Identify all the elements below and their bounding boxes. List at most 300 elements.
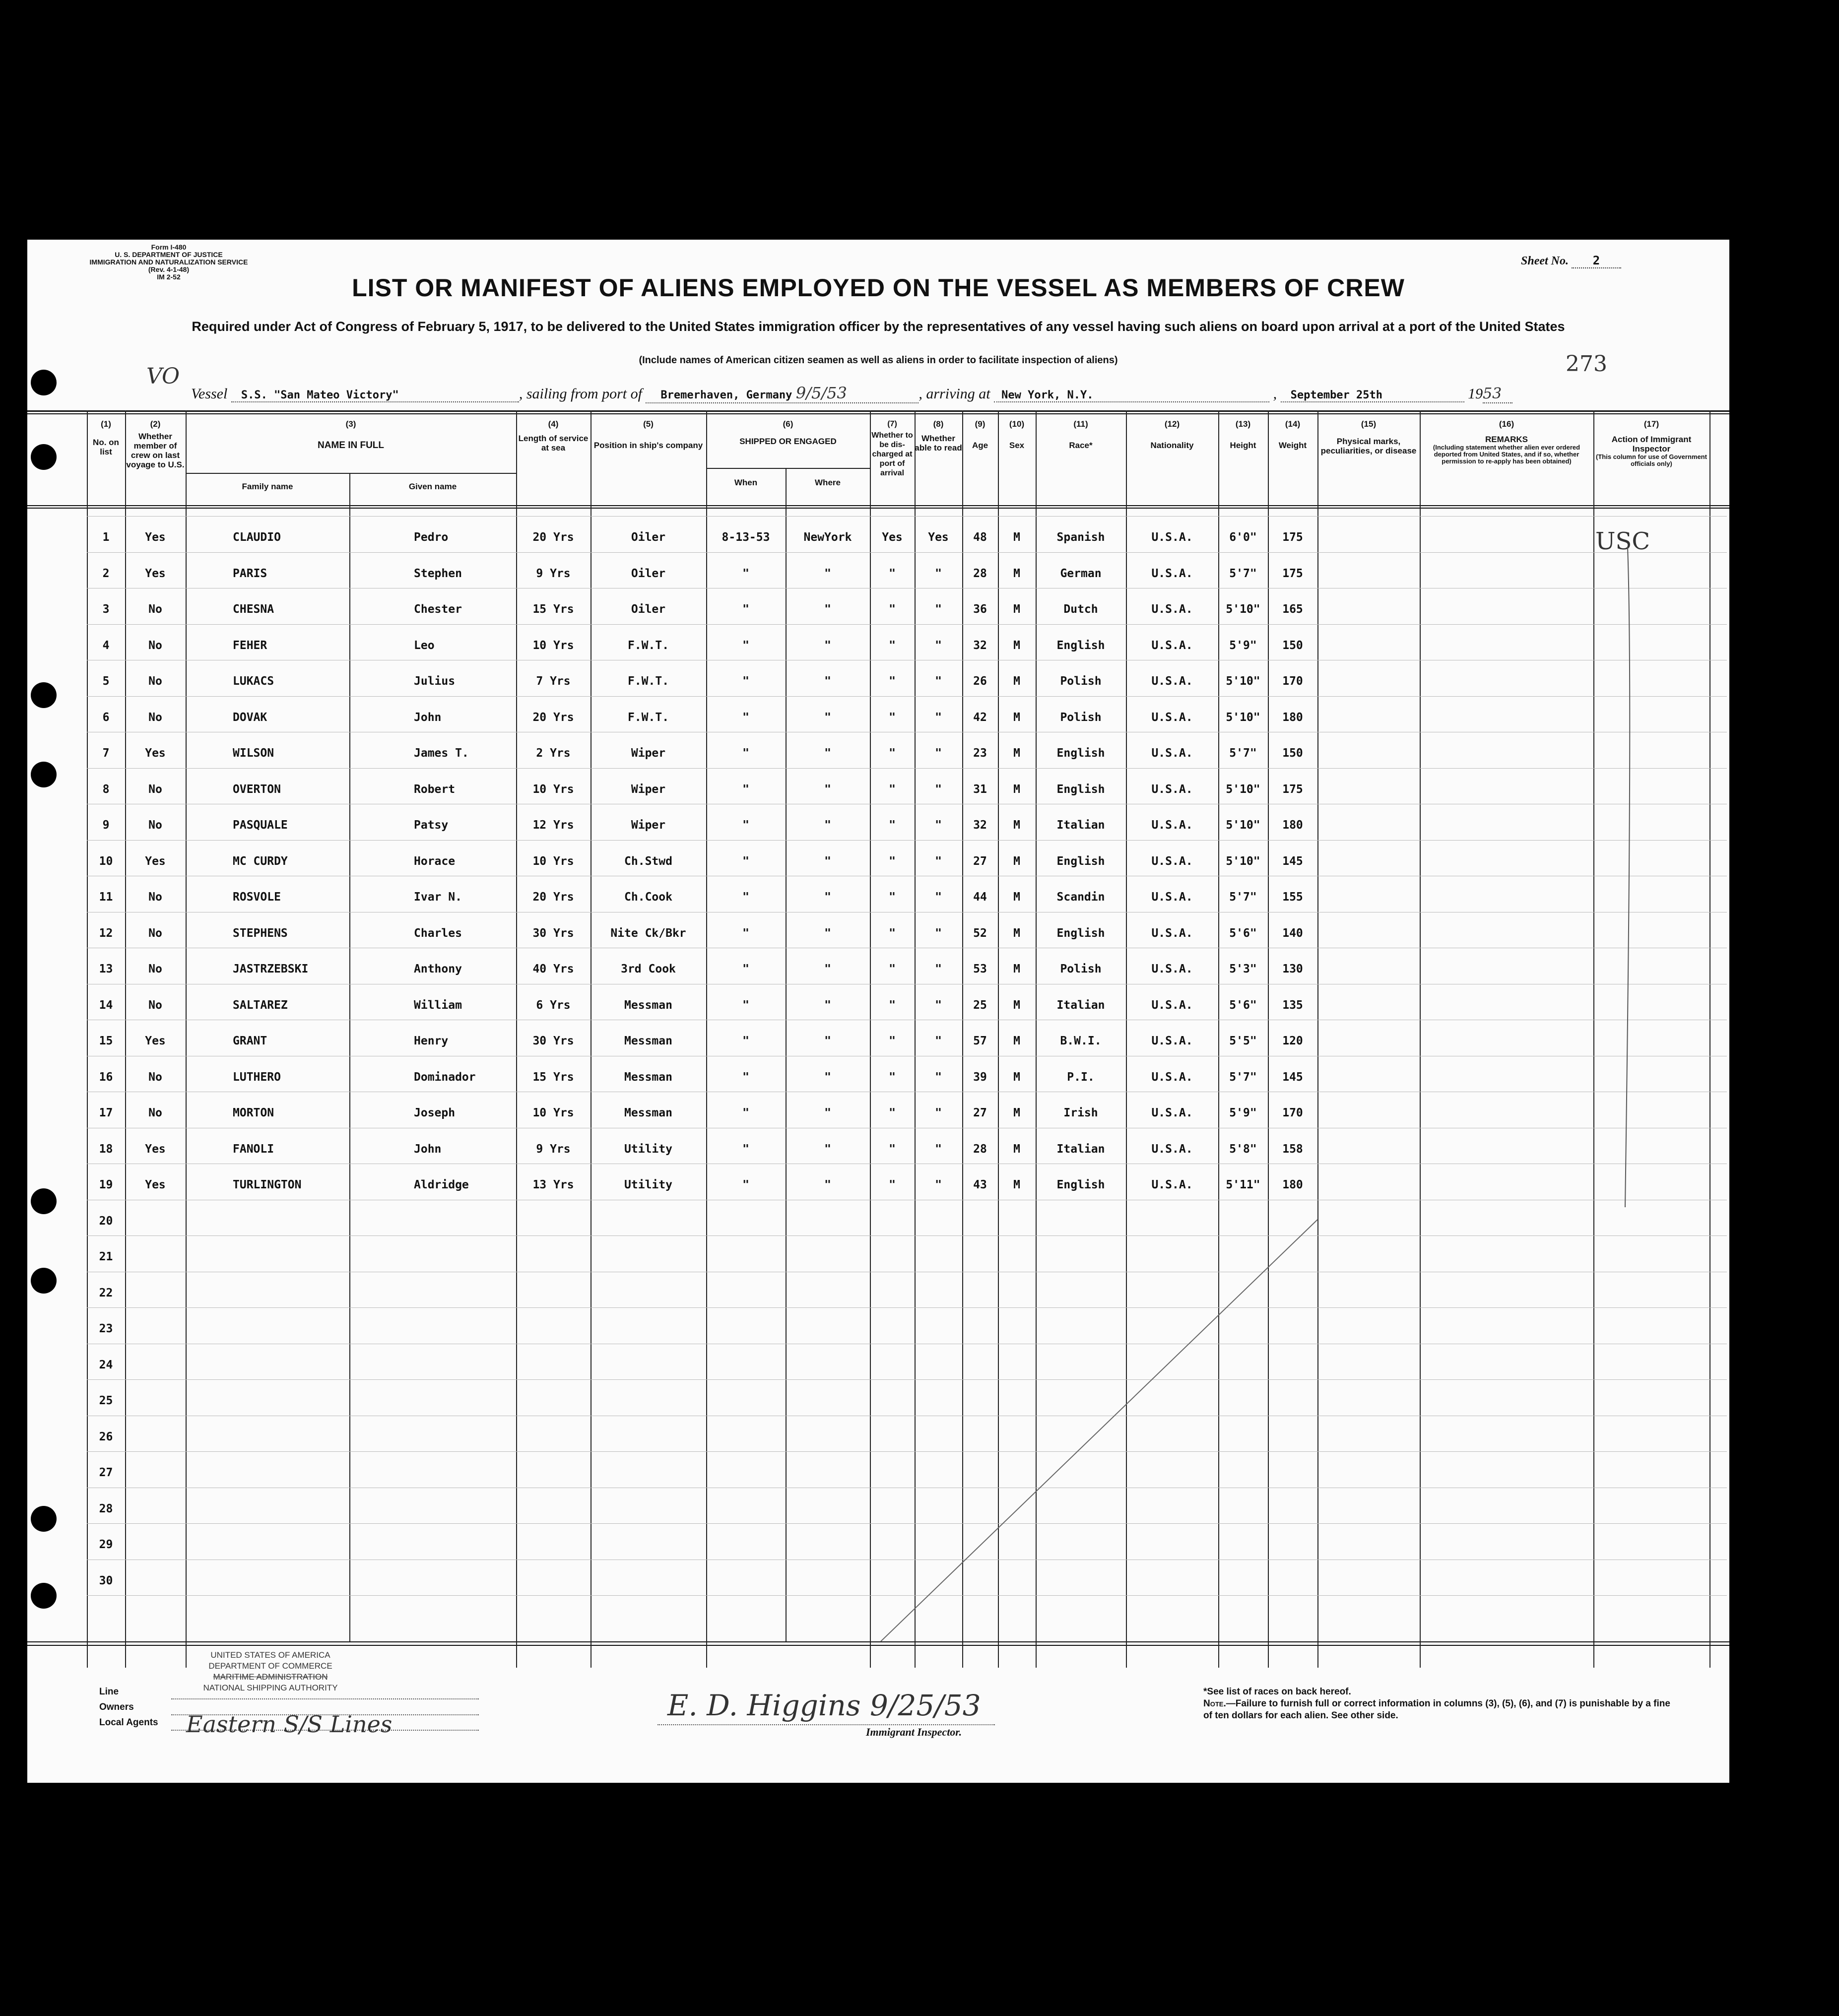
agents-label: Local Agents [99,1717,158,1728]
col6a-header: When [734,478,758,487]
cell-age: 23 [973,747,987,760]
cell-given: Aldridge [414,1178,469,1191]
cell-weight: 158 [1282,1143,1303,1156]
cell-weight: 180 [1282,819,1303,832]
cell-weight: 145 [1282,1071,1303,1084]
row-number: 30 [99,1574,113,1587]
row-number: 24 [99,1359,113,1371]
cell-service: 10 Yrs [532,1106,574,1119]
cell-sex: M [1013,1106,1020,1119]
cell-family: DOVAK [233,711,267,724]
cell-read: " [935,639,942,652]
cell-read: " [935,999,942,1012]
cell-weight: 135 [1282,999,1303,1012]
cell-race: English [1056,639,1105,652]
fine-note [1203,1698,1680,1722]
cell-discharged: " [889,603,896,616]
form-service: IMMIGRATION AND NATURALIZATION SERVICE [89,258,248,266]
cell-sex: M [1013,891,1020,904]
cell-when: " [742,999,749,1012]
cell-weight: 130 [1282,963,1303,975]
cell-race: Italian [1056,1143,1105,1156]
cell-given: Charles [414,927,462,940]
sheet-number-label: Sheet No. [1521,255,1569,267]
cell-nationality: U.S.A. [1151,531,1193,544]
cell-where: " [824,891,831,904]
cell-given: John [414,1143,442,1156]
cell-read: " [935,891,942,904]
cell-discharged: " [889,783,896,796]
cell-service: 30 Yrs [532,927,574,940]
cell-prev: No [148,603,162,616]
cell-position: Oiler [631,603,666,616]
cell-sex: M [1013,1143,1020,1156]
line-label: Line [99,1687,119,1697]
cell-discharged: " [889,963,896,975]
cell-family: LUKACS [233,675,274,688]
cell-age: 31 [973,783,987,796]
cell-discharged: " [889,711,896,724]
cell-discharged: Yes [882,531,903,544]
cell-sex: M [1013,1035,1020,1047]
cell-weight: 175 [1282,567,1303,580]
cell-given: Horace [414,855,456,868]
cell-race: Irish [1063,1106,1098,1119]
cell-when: " [742,927,749,940]
cell-no: 18 [99,1143,113,1156]
cell-prev: Yes [145,1035,166,1047]
cell-position: Ch.Stwd [624,855,672,868]
cell-family: JASTRZEBSKI [233,963,309,975]
cell-family: LUTHERO [233,1071,281,1084]
year-value: 53 [1483,385,1512,403]
row-number: 20 [99,1215,113,1228]
cell-prev: No [148,819,162,832]
punch-hole [31,1268,57,1294]
arrival-port: New York, N.Y. [994,389,1269,402]
col13-header: (13) Height [1230,419,1256,450]
cell-age: 32 [973,639,987,652]
cell-read: " [935,1178,942,1191]
cell-no: 16 [99,1071,113,1084]
cell-family: PARIS [233,567,267,580]
cell-no: 5 [102,675,110,688]
cell-no: 3 [102,603,110,616]
cell-family: SALTAREZ [233,999,288,1012]
cell-sex: M [1013,711,1020,724]
cell-when: " [742,1071,749,1084]
cell-race: Polish [1060,675,1102,688]
cell-sex: M [1013,1071,1020,1084]
cell-family: FEHER [233,639,267,652]
form-im: IM 2-52 [157,273,181,281]
cell-prev: Yes [145,747,166,760]
cell-age: 27 [973,855,987,868]
cell-race: B.W.I. [1060,1035,1102,1047]
cell-discharged: " [889,1106,896,1119]
row-number: 28 [99,1502,113,1515]
cell-discharged: " [889,1035,896,1047]
cell-service: 7 Yrs [536,675,571,688]
cell-given: Anthony [414,963,462,975]
cell-nationality: U.S.A. [1151,675,1193,688]
cell-given: Henry [414,1035,449,1047]
cell-discharged: " [889,927,896,940]
cell-read: " [935,1035,942,1047]
cell-nationality: U.S.A. [1151,1106,1193,1119]
cell-where: " [824,963,831,975]
cell-discharged: " [889,855,896,868]
cell-prev: Yes [145,531,166,544]
cell-service: 13 Yrs [532,1178,574,1191]
cell-race: P.I. [1067,1071,1095,1084]
cell-discharged: " [889,1143,896,1156]
cell-age: 52 [973,927,987,940]
cell-prev: Yes [145,567,166,580]
cell-family: STEPHENS [233,927,288,940]
punch-hole [31,682,57,708]
cell-weight: 145 [1282,855,1303,868]
col16-header: (16) REMARKS (Including statement whether alien ever ordered deported from United States, and if so, whether permission to re-apply has been obtained) [1433,419,1580,465]
sheet-number-value: 2 [1572,254,1621,268]
owners-label: Owners [99,1702,134,1712]
cell-family: GRANT [233,1035,267,1047]
cell-age: 43 [973,1178,987,1191]
cell-height: 5'7" [1229,1071,1257,1084]
cell-no: 13 [99,963,113,975]
footer-notes [1203,1686,1680,1722]
cell-age: 32 [973,819,987,832]
cell-where: " [824,855,831,868]
cell-discharged: " [889,639,896,652]
row-number: 22 [99,1287,113,1300]
cell-no: 14 [99,999,113,1012]
col3a-header: Family name [242,482,293,491]
cell-height: 5'10" [1226,855,1260,868]
cell-where: " [824,927,831,940]
arriving-label: , arriving at [919,386,990,402]
cell-no: 1 [102,531,110,544]
cell-no: 7 [102,747,110,760]
cell-height: 6'0" [1229,531,1257,544]
cell-given: Patsy [414,819,449,832]
cell-family: MC CURDY [233,855,288,868]
form-number: Form I-480 [151,243,187,251]
cell-family: WILSON [233,747,274,760]
cell-no: 6 [102,711,110,724]
cell-nationality: U.S.A. [1151,891,1193,904]
cell-prev: No [148,783,162,796]
cell-height: 5'7" [1229,747,1257,760]
col7-header: (7) Whether to be dis-charged at port of arrival [871,420,913,477]
cell-age: 25 [973,999,987,1012]
cell-discharged: " [889,567,896,580]
punch-hole [31,762,57,787]
cell-prev: No [148,1071,162,1084]
vessel-name: S.S. "San Mateo Victory" [231,389,519,402]
cell-race: Polish [1060,963,1102,975]
cell-when: " [742,1178,749,1191]
punch-hole [31,1188,57,1214]
cell-when: " [742,1035,749,1047]
col6-header: (6) SHIPPED OR ENGAGED [739,419,837,446]
cell-nationality: U.S.A. [1151,783,1193,796]
cell-nationality: U.S.A. [1151,603,1193,616]
cell-no: 17 [99,1106,113,1119]
cell-no: 10 [99,855,113,868]
subnote: (Include names of American citizen seamen as well as aliens in order to facilitate inspection of aliens) [639,355,1118,366]
cell-position: Wiper [631,819,666,832]
punch-hole [31,1583,57,1609]
cell-prev: No [148,927,162,940]
cell-given: William [414,999,462,1012]
cell-where: " [824,999,831,1012]
cell-weight: 180 [1282,711,1303,724]
cell-race: Spanish [1056,531,1105,544]
cell-age: 42 [973,711,987,724]
cell-height: 5'3" [1229,963,1257,975]
cell-height: 5'7" [1229,891,1257,904]
punch-hole [31,444,57,470]
cell-discharged: " [889,1178,896,1191]
cell-when: " [742,567,749,580]
inspector-signature: E. D. Higgins 9/25/53 [667,1689,981,1722]
cell-height: 5'10" [1226,603,1260,616]
cell-age: 28 [973,1143,987,1156]
cell-age: 28 [973,567,987,580]
cell-age: 26 [973,675,987,688]
fine-note-label: Note. [1203,1698,1226,1709]
cell-read: " [935,1143,942,1156]
cell-race: Polish [1060,711,1102,724]
cell-race: Italian [1056,999,1105,1012]
cell-read: " [935,927,942,940]
page-title: LIST OR MANIFEST OF ALIENS EMPLOYED ON THE VESSEL AS MEMBERS OF CREW [352,274,1405,302]
stamp-line-1: UNITED STATES OF AMERICA [210,1650,330,1660]
cell-position: Messman [624,1106,672,1119]
col11-header: (11) Race* [1069,419,1093,450]
cell-sex: M [1013,639,1020,652]
cell-sex: M [1013,819,1020,832]
cell-height: 5'11" [1226,1178,1260,1191]
cell-read: " [935,1106,942,1119]
inspector-label: Immigrant Inspector. [866,1726,962,1738]
cell-service: 10 Yrs [532,639,574,652]
cell-prev: No [148,675,162,688]
cell-where: " [824,1106,831,1119]
vessel-label: Vessel [191,386,228,402]
cell-no: 12 [99,927,113,940]
cell-prev: No [148,711,162,724]
cell-age: 53 [973,963,987,975]
cell-age: 36 [973,603,987,616]
cell-height: 5'6" [1229,927,1257,940]
cell-when: " [742,675,749,688]
cell-where: " [824,783,831,796]
col15-header: (15) Physical marks, peculiarities, or disease [1320,419,1417,455]
cell-race: English [1056,747,1105,760]
cell-when: " [742,891,749,904]
cell-discharged: " [889,891,896,904]
cell-read: " [935,675,942,688]
cell-read: " [935,819,942,832]
cell-discharged: " [889,999,896,1012]
cell-height: 5'7" [1229,567,1257,580]
cell-position: Messman [624,999,672,1012]
cell-where: " [824,819,831,832]
cell-when: " [742,819,749,832]
cell-prev: Yes [145,1178,166,1191]
cell-given: Stephen [414,567,462,580]
footer-labels [99,1669,158,1730]
cell-when: " [742,1143,749,1156]
page-number: 273 [1566,351,1607,377]
cell-read: Yes [928,531,949,544]
cell-given: Julius [414,675,456,688]
cell-given: Pedro [414,531,449,544]
annotation-lines [27,240,1729,1783]
cell-service: 40 Yrs [532,963,574,975]
cell-discharged: " [889,819,896,832]
cell-nationality: U.S.A. [1151,1071,1193,1084]
cell-weight: 155 [1282,891,1303,904]
col2-header: (2) Whether member of crew on last voyage to U.S. [126,419,185,469]
races-note: *See list of races on back hereof. [1203,1687,1351,1697]
row-number: 25 [99,1394,113,1407]
cell-no: 4 [102,639,110,652]
cell-height: 5'10" [1226,675,1260,688]
stamp-line-4: NATIONAL SHIPPING AUTHORITY [203,1683,338,1692]
cell-when: " [742,639,749,652]
cell-where: " [824,747,831,760]
cell-discharged: " [889,1071,896,1084]
arrival-date: September 25th [1281,389,1464,402]
cell-age: 27 [973,1106,987,1119]
cell-weight: 150 [1282,639,1303,652]
cell-weight: 175 [1282,531,1303,544]
cell-weight: 170 [1282,1106,1303,1119]
stamp-line-3: MARITIME ADMINISTRATION [213,1672,328,1682]
cell-where: " [824,639,831,652]
cell-service: 10 Yrs [532,783,574,796]
cell-sex: M [1013,1178,1020,1191]
row-number: 21 [99,1250,113,1263]
col5-header: (5) Position in ship's company [593,419,703,450]
cell-service: 20 Yrs [532,711,574,724]
cell-family: PASQUALE [233,819,288,832]
col3-header: (3) NAME IN FULL [317,419,385,451]
cell-sex: M [1013,783,1020,796]
cell-height: 5'10" [1226,711,1260,724]
cell-no: 15 [99,1035,113,1047]
cell-service: 15 Yrs [532,1071,574,1084]
cell-where: " [824,1035,831,1047]
cell-where: NewYork [803,531,852,544]
cell-where: " [824,1143,831,1156]
cell-sex: M [1013,855,1020,868]
cell-nationality: U.S.A. [1151,999,1193,1012]
cell-where: " [824,1071,831,1084]
cell-when: " [742,603,749,616]
cell-where: " [824,675,831,688]
cell-prev: No [148,639,162,652]
row-number: 27 [99,1466,113,1479]
cell-when: 8-13-53 [722,531,770,544]
cell-height: 5'9" [1229,1106,1257,1119]
cell-prev: Yes [145,1143,166,1156]
cell-weight: 180 [1282,1178,1303,1191]
cell-weight: 120 [1282,1035,1303,1047]
cell-nationality: U.S.A. [1151,639,1193,652]
agents-value: Eastern S/S Lines [186,1711,393,1738]
cell-when: " [742,855,749,868]
cell-read: " [935,567,942,580]
cell-given: Dominador [414,1071,476,1084]
col17-header: (17) Action of Immigrant Inspector (This column for use of Government officials only) [1596,419,1707,467]
cell-prev: No [148,891,162,904]
cell-nationality: U.S.A. [1151,747,1193,760]
form-rev: (Rev. 4-1-48) [148,265,190,273]
cell-read: " [935,855,942,868]
cell-height: 5'10" [1226,819,1260,832]
cell-prev: No [148,1106,162,1119]
cell-height: 5'10" [1226,783,1260,796]
cell-prev: Yes [145,855,166,868]
cell-when: " [742,1106,749,1119]
cell-race: English [1056,1178,1105,1191]
cell-sex: M [1013,927,1020,940]
cell-when: " [742,783,749,796]
row-number: 23 [99,1322,113,1335]
cell-no: 19 [99,1178,113,1191]
cell-given: James T. [414,747,469,760]
cell-family: TURLINGTON [233,1178,302,1191]
cell-position: Nite Ck/Bkr [610,927,686,940]
cell-prev: No [148,963,162,975]
cell-age: 44 [973,891,987,904]
inspector-mark: USC [1595,527,1650,555]
col10-header: (10) Sex [1009,419,1025,450]
cell-height: 5'8" [1229,1143,1257,1156]
cell-where: " [824,711,831,724]
year-prefix: 19 [1468,386,1483,402]
cell-sex: M [1013,531,1020,544]
punch-hole [31,370,57,395]
voyage-line: Vessel S.S. "San Mateo Victory" , sailing from port of Bremerhaven, Germany 9/5/53 , arriving at New York, N.Y. , September 25th 1953 [191,384,1512,403]
cell-read: " [935,747,942,760]
cell-race: English [1056,783,1105,796]
cell-race: English [1056,855,1105,868]
cell-age: 39 [973,1071,987,1084]
cell-weight: 165 [1282,603,1303,616]
cell-service: 15 Yrs [532,603,574,616]
cell-nationality: U.S.A. [1151,819,1193,832]
col1-header: (1) No. on list [93,419,119,456]
col4-header: (4) Length of service at sea [518,419,589,453]
cell-when: " [742,747,749,760]
cell-given: Leo [414,639,435,652]
cell-age: 57 [973,1035,987,1047]
col9-header: (9) Age [972,419,988,450]
cell-position: 3rd Cook [621,963,676,975]
col12-header: (12) Nationality [1150,419,1194,450]
cell-nationality: U.S.A. [1151,855,1193,868]
col6b-header: Where [815,478,841,487]
cell-service: 30 Yrs [532,1035,574,1047]
cell-service: 9 Yrs [536,567,571,580]
cell-weight: 170 [1282,675,1303,688]
cell-family: ROSVOLE [233,891,281,904]
